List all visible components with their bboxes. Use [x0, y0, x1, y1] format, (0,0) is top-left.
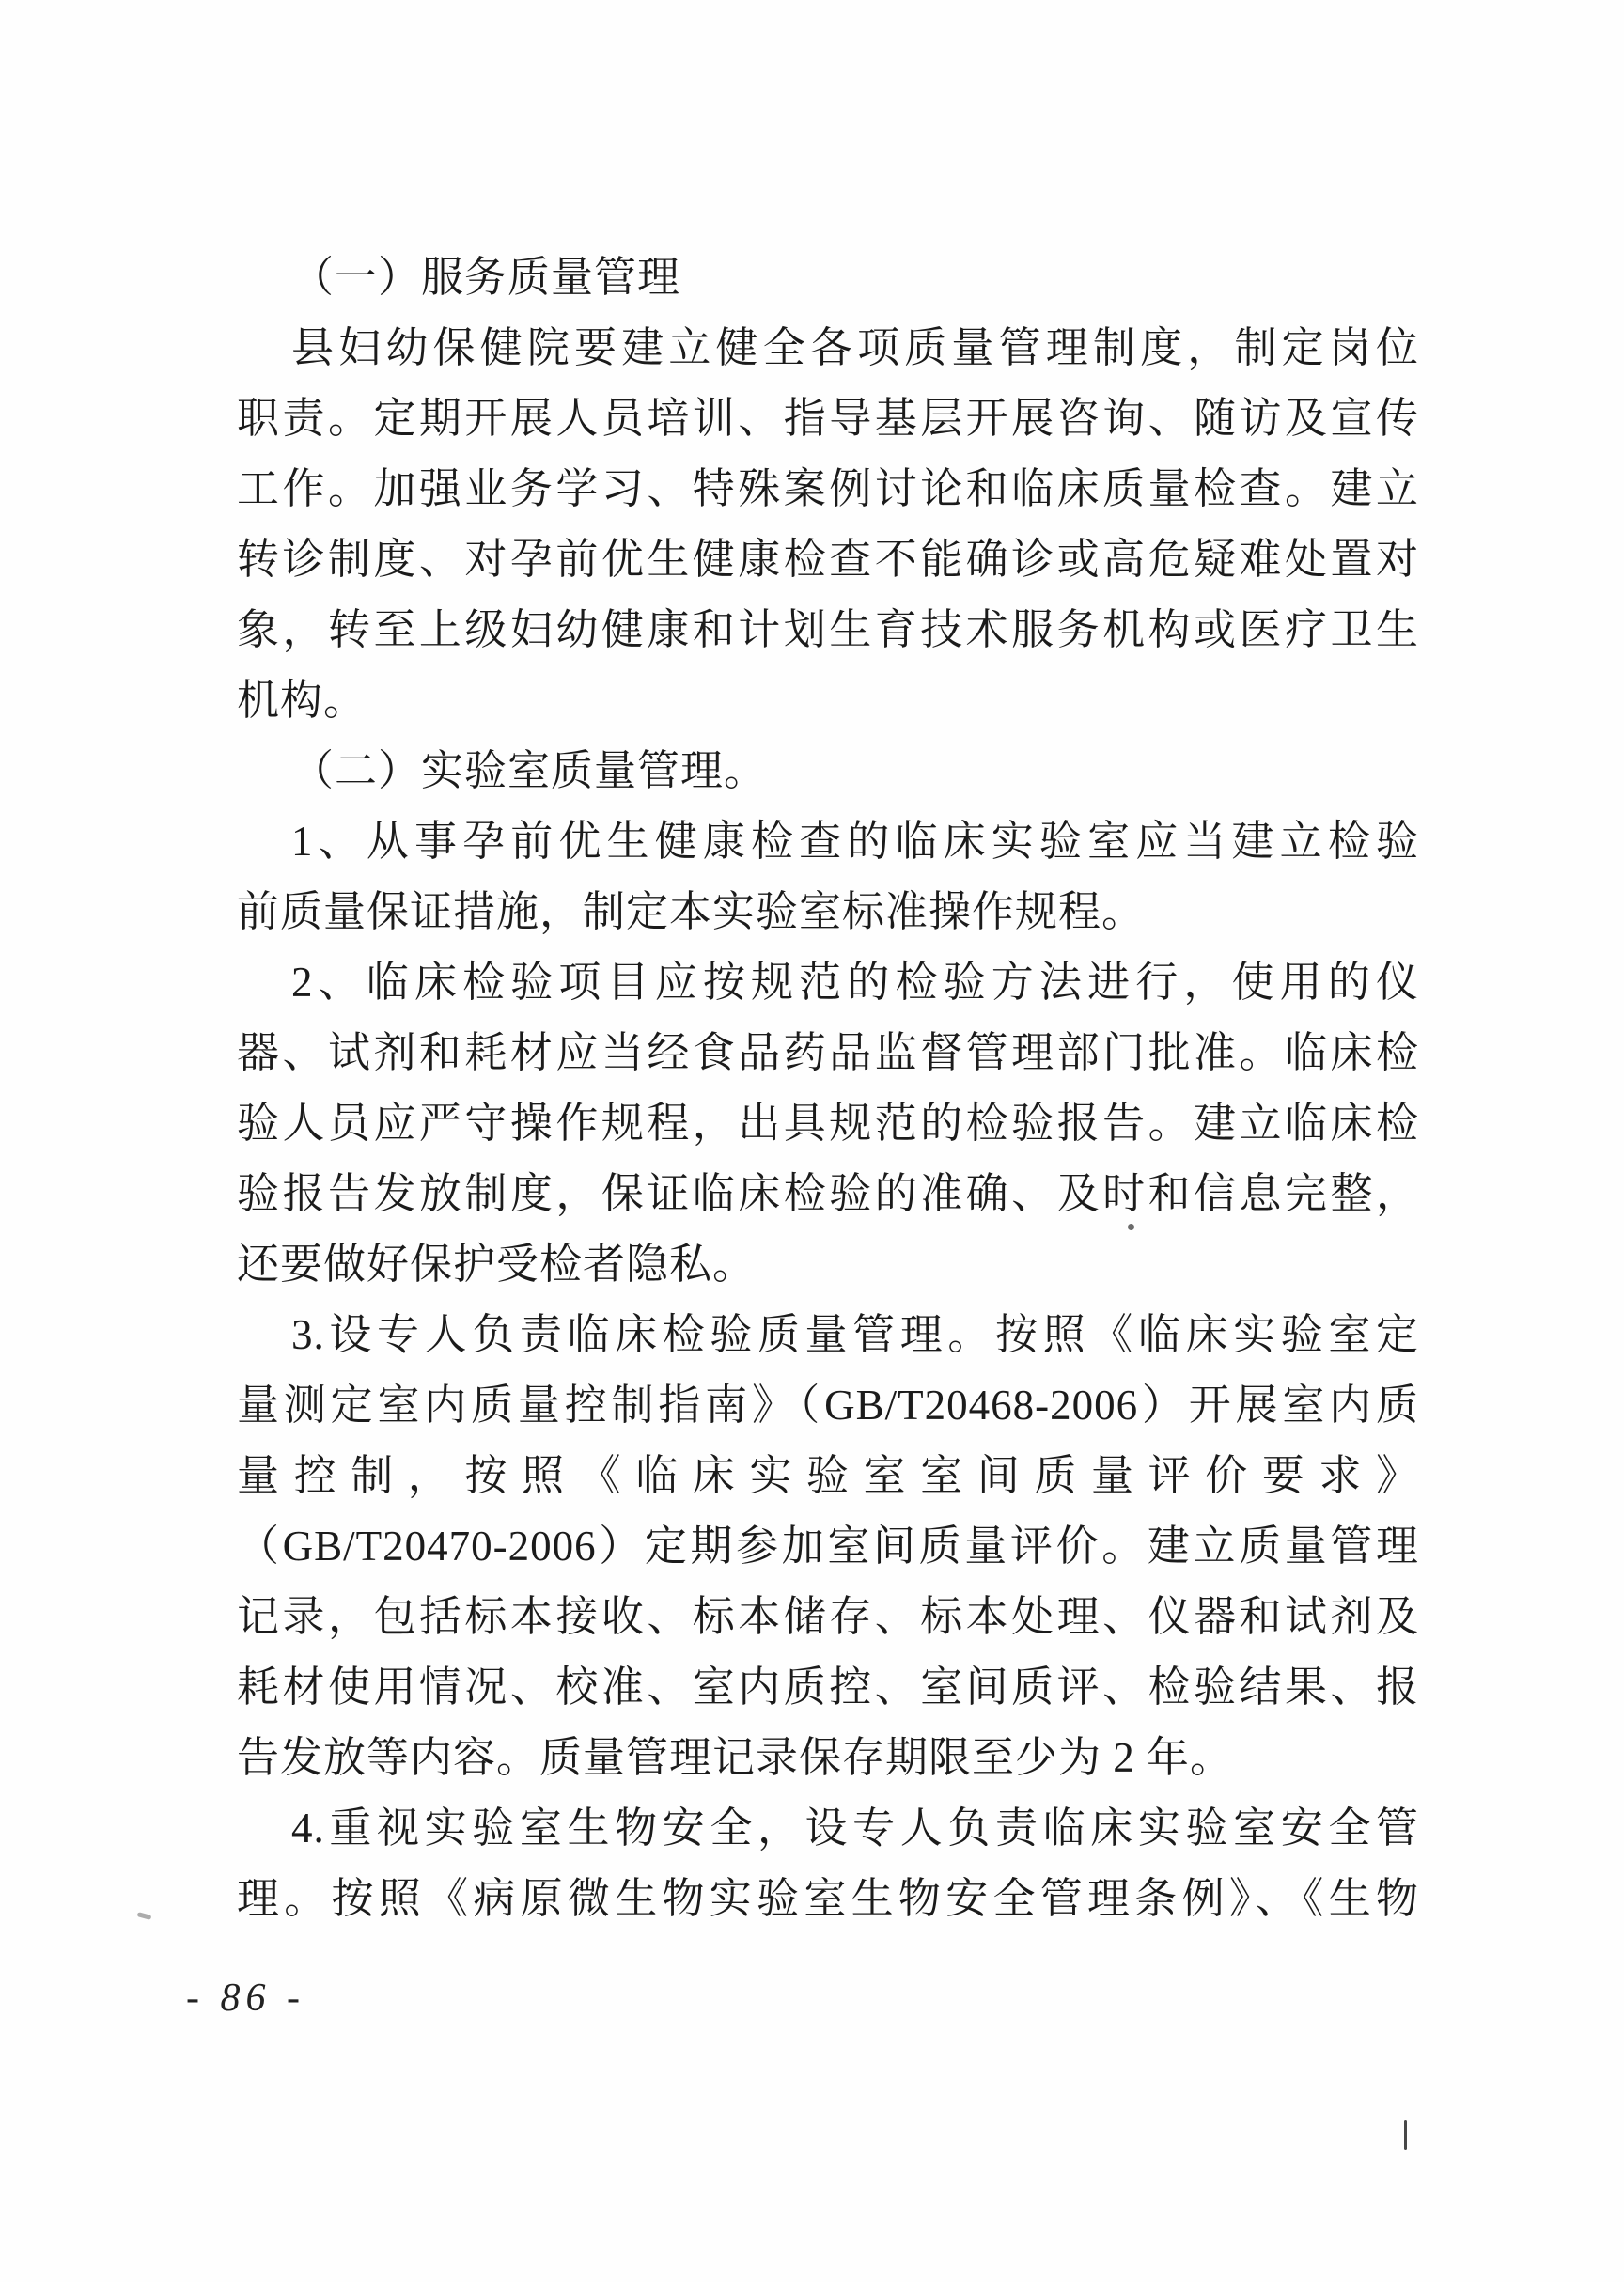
page-number: - 86 -: [186, 1977, 305, 2020]
text-line: 量控制，按照《临床实验室室间质量评价要求》: [237, 1452, 1419, 1499]
text-line: （一）服务质量管理: [291, 254, 681, 301]
scan-smudge-artifact: [137, 1912, 152, 1920]
text-line: 转诊制度、对孕前优生健康检查不能确诊或高危疑难处置对: [237, 536, 1419, 583]
text-line: 机构。: [237, 677, 367, 724]
text-line: 记录，包括标本接收、标本储存、标本处理、仪器和试剂及: [237, 1593, 1419, 1640]
text-line: 职责。定期开展人员培训、指导基层开展咨询、随访及宣传: [237, 395, 1419, 442]
text-line: 4.重视实验室生物安全，设专人负责临床实验室安全管: [291, 1805, 1419, 1852]
text-line: 2、临床检验项目应按规范的检验方法进行，使用的仪: [291, 959, 1419, 1006]
text-line: 前质量保证措施，制定本实验室标准操作规程。: [237, 888, 1146, 935]
text-line: （二）实验室质量管理。: [291, 747, 768, 794]
text-line: 理。按照《病原微生物实验室生物安全管理条例》、《生物: [237, 1875, 1419, 1922]
text-line: 验报告发放制度，保证临床检验的准确、及时和信息完整，: [237, 1170, 1419, 1217]
text-line: 1、从事孕前优生健康检查的临床实验室应当建立检验: [291, 818, 1419, 865]
text-line: 象，转至上级妇幼健康和计划生育技术服务机构或医疗卫生: [237, 606, 1419, 653]
text-line: 量测定室内质量控制指南》（GB/T20468-2006）开展室内质: [237, 1382, 1419, 1429]
text-line: （GB/T20470-2006）定期参加室间质量评价。建立质量管理: [237, 1523, 1419, 1570]
text-line: 验人员应严守操作规程，出具规范的检验报告。建立临床检: [237, 1100, 1419, 1147]
text-line: 工作。加强业务学习、特殊案例讨论和临床质量检查。建立: [237, 465, 1419, 512]
scan-tick-artifact: [1404, 2120, 1407, 2150]
text-line: 3.设专人负责临床检验质量管理。按照《临床实验室定: [291, 1311, 1419, 1358]
text-line: 县妇幼保健院要建立健全各项质量管理制度，制定岗位: [291, 324, 1419, 371]
document-body: [237, 242, 1419, 1934]
text-line: 还要做好保护受检者隐私。: [237, 1241, 757, 1288]
scan-dot-artifact: [1128, 1224, 1134, 1230]
text-line: 耗材使用情况、校准、室内质控、室间质评、检验结果、报: [237, 1664, 1419, 1711]
text-line: 器、试剂和耗材应当经食品药品监督管理部门批准。临床检: [237, 1029, 1419, 1076]
text-line: 告发放等内容。质量管理记录保存期限至少为 2 年。: [237, 1734, 1234, 1781]
